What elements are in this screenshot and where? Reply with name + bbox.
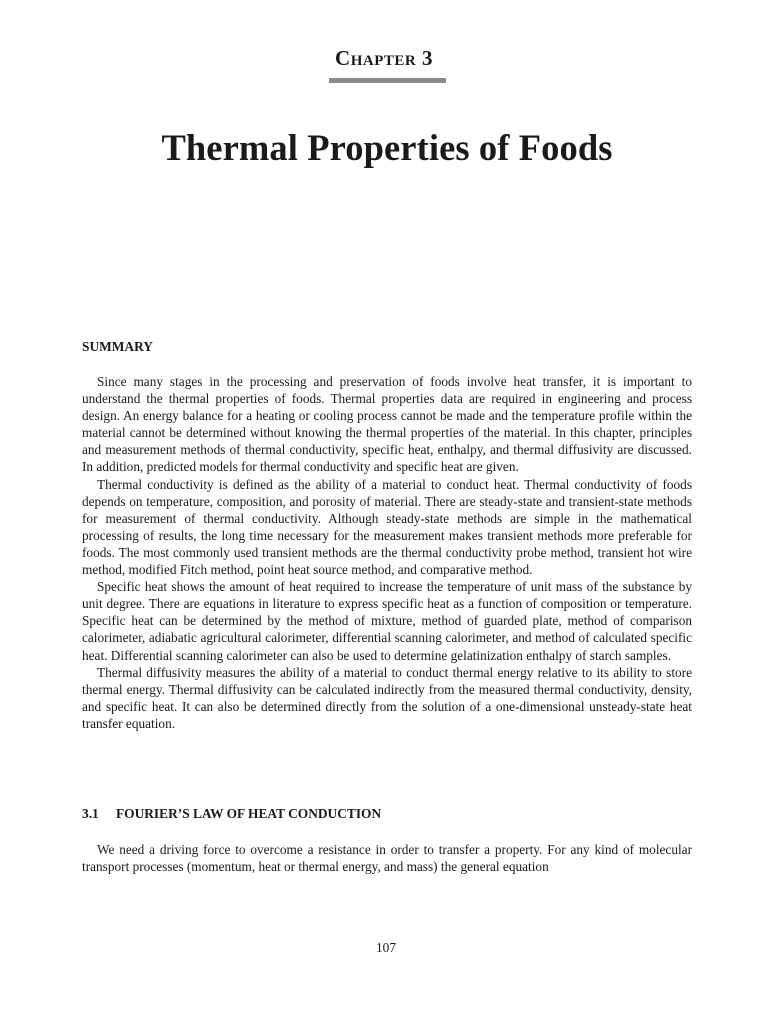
summary-paragraph-1: Since many stages in the processing and preservation of foods involve heat transfer, it is important to understand the thermal properties of foods. Thermal properties data are required in engineering and process design. An energy balance for a heating or cooling process cannot be made and the temperature profile within the material cannot be determined without knowing the thermal properties of the material. In this chapter, principles and measurement methods of thermal conductivity, specific heat, enthalpy, and thermal diffusivity are discussed. In addition, predicted models for thermal conductivity and specific heat are given.	[82, 374, 692, 475]
section-3-1-number: 3.1	[82, 806, 99, 821]
section-3-1-paragraph: We need a driving force to overcome a resistance in order to transfer a property. For any kind of molecular transport processes (momentum, heat or thermal energy, and mass) the general equation	[82, 842, 692, 875]
summary-body	[82, 373, 692, 732]
section-3-1-body	[82, 841, 692, 875]
summary-heading: SUMMARY	[82, 339, 153, 354]
chapter-label-text: Chapter 3	[335, 46, 433, 70]
chapter-rule-divider	[329, 78, 446, 83]
section-3-1-heading	[82, 806, 381, 822]
chapter-label	[0, 46, 768, 71]
summary-paragraph-3: Specific heat shows the amount of heat required to increase the temperature of unit mass of the substance by unit degree. There are equations in literature to express specific heat as a function of composition or temperature. Specific heat can be determined by the method of mixture, method of guarded plate, method of comparison calorimeter, adiabatic agricultural calorimeter, differential scanning calorimeter, and method of calculated specific heat. Differential scanning calorimeter can also be used to determine gelatinization enthalpy of starch samples.	[82, 579, 692, 663]
summary-paragraph-2: Thermal conductivity is defined as the ability of a material to conduct heat. Thermal conductivity of foods depends on temperature, composition, and porosity of material. There are steady-state and transient-state methods for measurement of thermal conductivity. Although steady-state methods are simple in the mathematical processing of results, the long time necessary for the measurement makes transient methods more preferable for foods. The most commonly used transient methods are the thermal conductivity probe method, transient hot wire method, modified Fitch method, point heat source method, and comparative method.	[82, 476, 692, 578]
chapter-title: Thermal Properties of Foods	[161, 127, 613, 168]
section-3-1-title: FOURIER’S LAW OF HEAT CONDUCTION	[116, 806, 382, 821]
summary-paragraph-4: Thermal diffusivity measures the ability of a material to conduct thermal energy relative to its ability to store thermal energy. Thermal diffusivity can be calculated indirectly from the measured thermal conductivity, density, and specific heat. It can also be determined directly from the solution of a one-dimensional unsteady-state heat transfer equation.	[82, 664, 692, 731]
page-number: 107	[376, 940, 396, 955]
